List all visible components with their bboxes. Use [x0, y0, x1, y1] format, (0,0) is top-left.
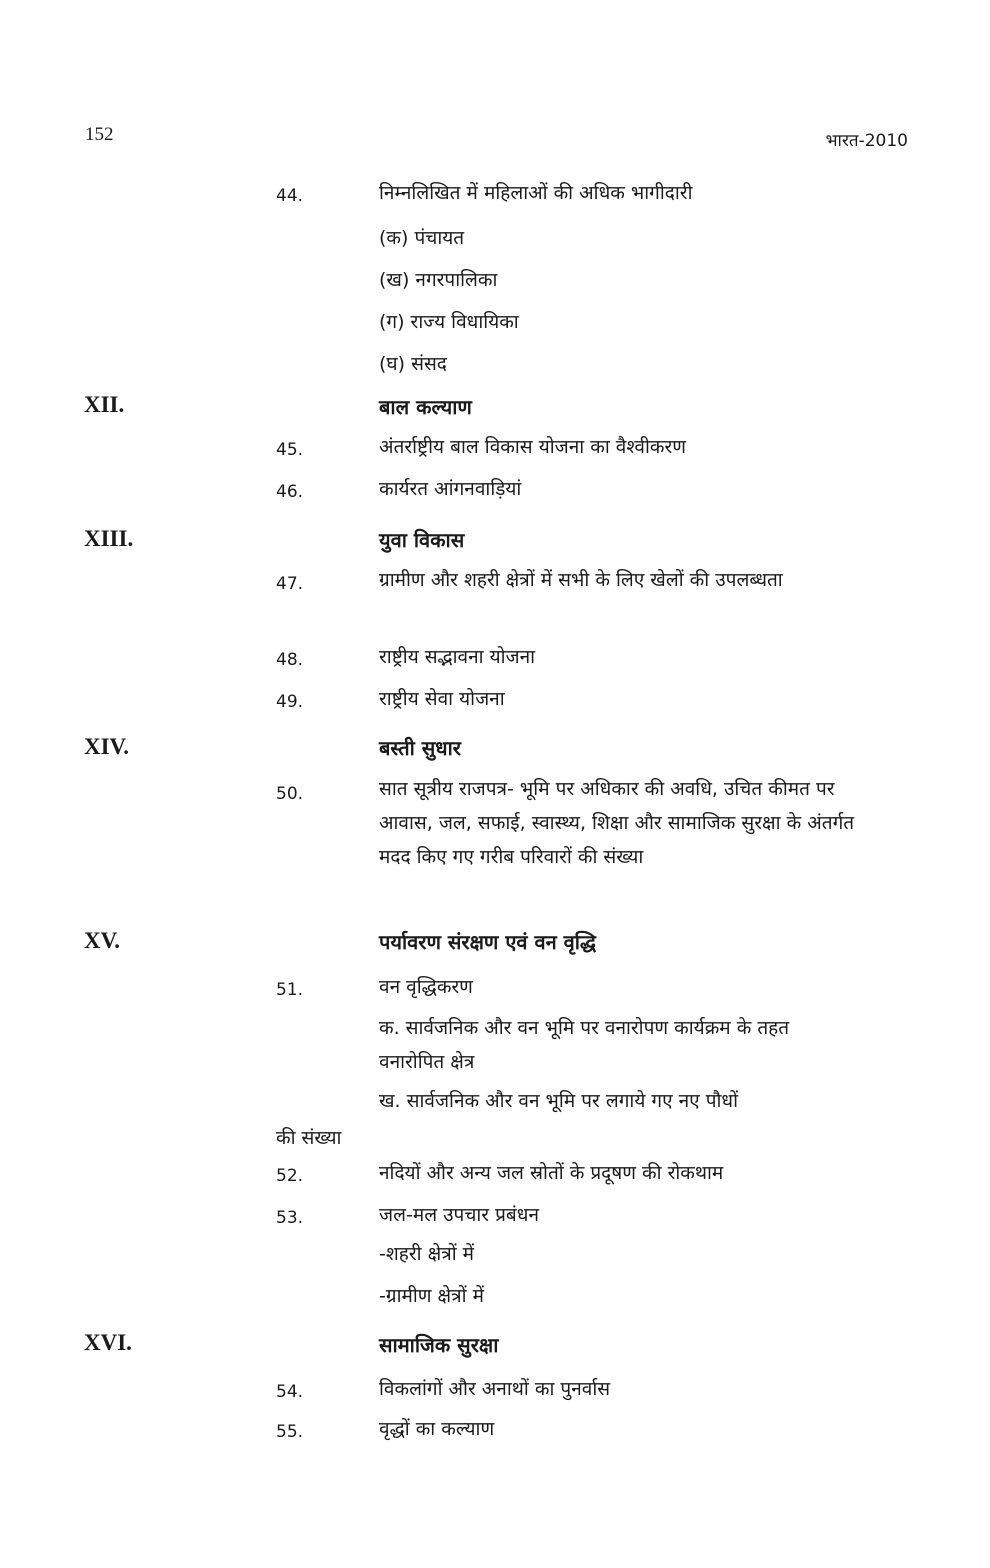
- item-text: सात सूत्रीय राजपत्र- भूमि पर अधिकार की अवधि, उचित कीमत पर आवास, जल, सफाई, स्वास्थ्य, शिक्षा और सामाजिक सुरक्षा के अंतर्गत मदद किए गए गरीब परिवारों की संख्या: [379, 778, 855, 868]
- item-text: अंतर्राष्ट्रीय बाल विकास योजना का वैश्वीकरण: [379, 436, 687, 458]
- item-number: 47.: [276, 574, 304, 594]
- sub-item: (क) पंचायत: [379, 227, 465, 249]
- section-heading: पर्यावरण संरक्षण एवं वन वृद्धि: [379, 930, 596, 954]
- item-text: विकलांगों और अनाथों का पुनर्वास: [379, 1378, 611, 1400]
- sub-item: (ग) राज्य विधायिका: [379, 311, 519, 333]
- section-number: XII.: [84, 392, 125, 417]
- item-text: निम्नलिखित में महिलाओं की अधिक भागीदारी: [379, 182, 693, 204]
- sub-item: -ग्रामीण क्षेत्रों में: [379, 1285, 484, 1307]
- item-number: 48.: [276, 650, 304, 670]
- item-number: 52.: [276, 1166, 304, 1186]
- item-text: जल-मल उपचार प्रबंधन: [379, 1204, 540, 1226]
- section-number: XVI.: [84, 1330, 132, 1355]
- section-heading: युवा विकास: [379, 528, 465, 552]
- item-number: 51.: [276, 980, 304, 1000]
- item-text: नदियों और अन्य जल स्रोतों के प्रदूषण की रोकथाम: [379, 1162, 724, 1184]
- section-number: XV.: [84, 928, 121, 953]
- item-number: 54.: [276, 1382, 304, 1402]
- section-heading: बस्ती सुधार: [379, 736, 461, 760]
- sub-item: ख. सार्वजनिक और वन भूमि पर लगाये गए नए पौधों: [379, 1090, 739, 1112]
- item-text: वृद्धों का कल्याण: [379, 1418, 495, 1440]
- page-number: 152: [85, 124, 114, 145]
- item-text: वन वृद्धिकरण: [379, 976, 473, 998]
- section-heading: सामाजिक सुरक्षा: [379, 1333, 499, 1357]
- item-number: 49.: [276, 692, 304, 712]
- sub-item-continuation: की संख्या: [276, 1127, 342, 1149]
- item-number: 44.: [276, 186, 304, 206]
- item-number: 46.: [276, 482, 304, 502]
- item-text: ग्रामीण और शहरी क्षेत्रों में सभी के लिए खेलों की उपलब्धता: [379, 569, 783, 591]
- item-number: 53.: [276, 1208, 304, 1228]
- sub-item: -शहरी क्षेत्रों में: [379, 1243, 475, 1265]
- item-text: कार्यरत आंगनवाड़ियां: [379, 478, 522, 500]
- section-number: XIII.: [84, 526, 134, 551]
- item-number: 55.: [276, 1422, 304, 1442]
- running-head: भारत-2010: [825, 131, 908, 151]
- sub-item: (ख) नगरपालिका: [379, 269, 498, 291]
- sub-item: (घ) संसद: [379, 353, 447, 375]
- item-number: 45.: [276, 440, 304, 460]
- section-heading: बाल कल्याण: [379, 395, 472, 419]
- sub-item: क. सार्वजनिक और वन भूमि पर वनारोपण कार्यक्रम के तहत वनारोपित क्षेत्र: [379, 1017, 790, 1073]
- item-text: राष्ट्रीय सद्भावना योजना: [379, 646, 536, 668]
- item-text: राष्ट्रीय सेवा योजना: [379, 688, 505, 710]
- item-number: 50.: [276, 784, 304, 804]
- section-number: XIV.: [84, 734, 129, 759]
